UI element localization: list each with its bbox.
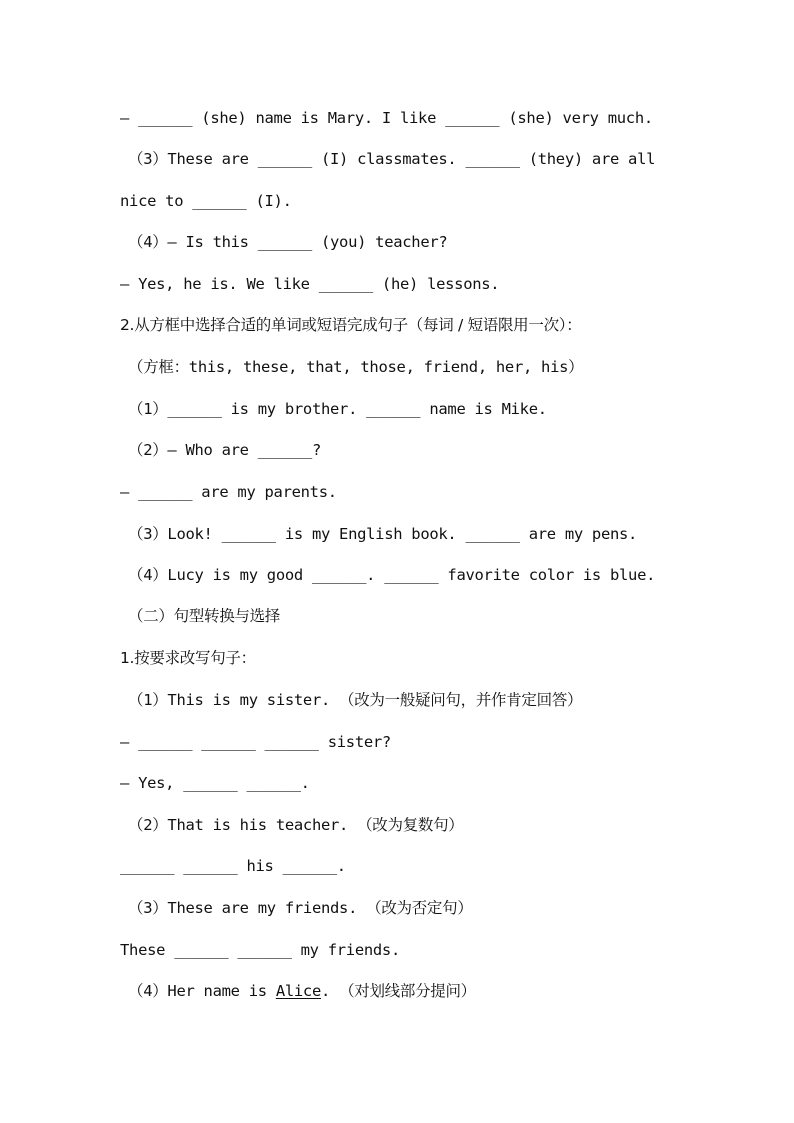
- exercise-line: （1）This is my sister. （改为一般疑问句，并作肯定回答）: [128, 691, 583, 709]
- exercise-line: — Yes, he is. We like ______ (he) lessons.: [120, 275, 500, 293]
- section-heading: （二）句型转换与选择: [128, 607, 281, 625]
- exercise-line: （2）— Who are ______?: [128, 441, 321, 459]
- line-text: （4）Her name is: [128, 982, 276, 1000]
- exercise-line: （4）— Is this ______ (you) teacher?: [128, 233, 448, 251]
- exercise-line: （1）______ is my brother. ______ name is Mike.: [128, 400, 547, 418]
- exercise-line: ______ ______ his ______.: [120, 857, 346, 875]
- exercise-line: — ______ (she) name is Mary. I like ______ (she) very much.: [120, 109, 653, 127]
- exercise-line: （3）These are ______ (I) classmates. ______ (they) are all: [128, 150, 656, 168]
- exercise-line: — ______ are my parents.: [120, 483, 337, 501]
- exercise-line: — ______ ______ ______ sister?: [120, 733, 391, 751]
- exercise-line: nice to ______ (I).: [120, 192, 292, 210]
- section-heading: 1.按要求改写句子：: [120, 649, 256, 667]
- exercise-line: （3）These are my friends. （改为否定句）: [128, 899, 473, 917]
- word-box-line: （方框：this, these, that, those, friend, her, his）: [128, 358, 584, 376]
- exercise-line: — Yes, ______ ______.: [120, 774, 310, 792]
- section-heading: 2.从方框中选择合适的单词或短语完成句子（每词 / 短语限用一次）：: [120, 316, 582, 334]
- exercise-line: （4）Lucy is my good ______. ______ favorite color is blue.: [128, 566, 656, 584]
- exercise-line: These ______ ______ my friends.: [120, 941, 400, 959]
- exercise-line: （3）Look! ______ is my English book. ______ are my pens.: [128, 525, 638, 543]
- exercise-line: （2）That is his teacher. （改为复数句）: [128, 816, 464, 834]
- exercise-line: [128, 981, 476, 1001]
- line-text: . （对划线部分提问）: [321, 982, 476, 1000]
- underlined-word: Alice: [275, 982, 321, 1000]
